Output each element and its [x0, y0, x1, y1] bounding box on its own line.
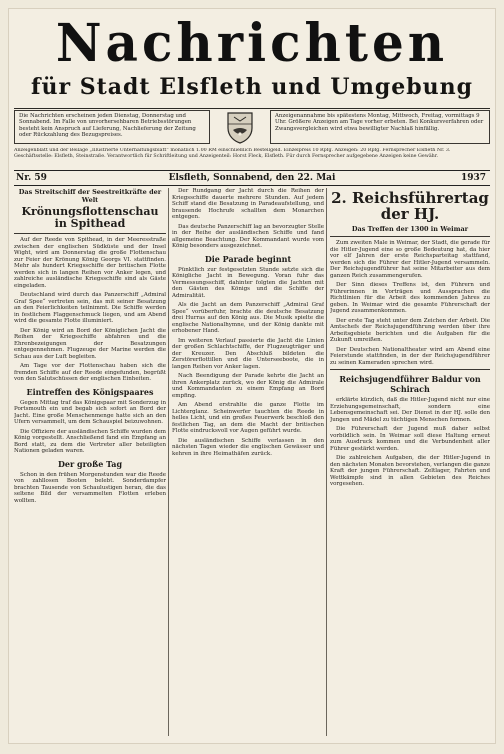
article-subhead: Eintreffen des Königspaares: [26, 386, 154, 397]
article-subline: Das Treffen der 1300 in Weimar: [351, 225, 469, 233]
article-paragraph: Auf der Reede von Spithead, in der Meeresstraße zwischen der englischen Südküste und der Insel Wight, wird am Donnerstag die große Flottenschau zur Feier der Krönung König Georgs VI. stattfinden. Mehr als hundert Kriegsschiffe der britischen Flotte werden sich in langen Reihen vor Anker legen, und zahlreiche ausländische Kriegsschiffe sind als Gäste eingeladen.: [14, 237, 166, 289]
article-paragraph: Das deutsche Panzerschiff lag an bevorzugter Stelle in der Reihe der ausländischen Schiffe und fand allgemeine Beachtung. Der Kommandant wurde vom König besonders ausgezeichnet.: [172, 223, 324, 249]
article-subhead: Reichsjugendführer Baldur von Schirach: [339, 374, 481, 394]
headline-rule: [330, 236, 490, 237]
town-crest-icon: [220, 110, 260, 144]
masthead-rule: [14, 108, 490, 109]
article-paragraph: Die Offiziere der ausländischen Schiffe wurden dem König vorgestellt. Anschließend fand ein Empfang an Bord statt, zu dem die Vertreter aller beteiligten Nationen geladen waren.: [14, 428, 166, 454]
issue-number: Nr. 59: [16, 173, 47, 183]
newspaper-page: [8, 8, 496, 744]
masthead-subtitle: für Stadt Elsfleth und Umgebung: [31, 74, 473, 100]
article-paragraph: Die ausländischen Schiffe verlassen in den nächsten Tagen wieder die englischen Gewässer und kehren in ihre Heimathäfen zurück.: [172, 437, 324, 457]
article-paragraph: Deutschland wird durch das Panzerschiff „Admiral Graf Spee“ vertreten sein, das mit seiner Besatzung an den Feierlichkeiten teilnimmt. Die Schiffe werden in festlichem Flaggenschmuck liegen, und am Abend wird die gesamte Flotte illuminiert.: [14, 292, 166, 324]
subscription-info: Die Nachrichten erscheinen jeden Dienstag, Donnerstag und Sonnabend. Im Falle von unvorhersehbaren Betriebsstörungen besteht kein Anspruch auf Lieferung, Nachlieferung der Zeitung oder Rückzahlung des Bezugspreises.: [14, 110, 210, 144]
article-paragraph: Am Abend erstrahlte die ganze Flotte im Lichterglanz. Scheinwerfer tauchten die Reede in helles Licht, und ein großes Feuerwerk beschloß den festlichen Tag, an dem die Macht der britischen Flotte eindrucksvoll vor Augen geführt wurde.: [172, 402, 324, 434]
article-hj-leaders: [330, 188, 490, 736]
masthead: [14, 11, 490, 106]
article-subhead: Der große Tag: [57, 458, 123, 469]
publisher-meta: Anzeigenblatt und der Beilage „Illustrierte Unterhaltungsblatt“ monatlich 1.00 RM einschließlich Bestellgeld. Einzelpreis 10 Rpfg. Anzeigen: 20 Rpfg. Fernsprecher Elsfleth Nr. 3. Geschäftsstelle: Elsfleth, Steinstraße. Verantwortlich für Schriftleitung und Anzeigenteil: Horst Fleck, Elsfleth. Für durch Fernsprecher aufgegebene Anzeigen keine Gewähr.: [14, 148, 451, 159]
article-paragraph: erklärte kürzlich, daß die Hitler-Jugend nicht nur eine Erziehungsgemeinschaft, sondern eine Lebensgemeinschaft sei. Der Dienst in der HJ. solle den Jungen und Mädel zu tüchtigen Menschen formen.: [330, 397, 490, 423]
section-rule: [330, 369, 490, 370]
info-row: [14, 110, 490, 144]
article-paragraph: Der erste Tag steht unter dem Zeichen der Arbeit. Die Amtschefs der Reichsjugendführung werden über ihre Arbeitsgebiete berichten und die Aufgaben für die Zukunft umreißen.: [330, 317, 490, 343]
article-paragraph: Zum zweiten Male in Weimar, der Stadt, die gerade für die Hitler-Jugend eine so große Bedeutung hat, da hier vor elf Jahren der erste Reichsparteitag stattfand, werden sich die Führer der Hitler-Jugend versammeln. Der Reichsjugendführer hat seine Mitarbeiter aus dem ganzen Reich zusammengerufen.: [330, 240, 490, 279]
article-paragraph: Pünktlich zur festgesetzten Stunde setzte sich die Königliche Jacht in Bewegung. Voran fuhr das Vermessungsschiff, dahinter folgten die Jachten mit den Gästen des Königs und die Schiffe der Admiralität.: [172, 266, 324, 299]
article-paragraph: Die Führerschaft der Jugend muß daher selbst vorbildlich sein. In Weimar soll diese Haltung erneut zum Ausdruck kommen und die Verbundenheit aller Führer gestärkt werden.: [330, 426, 490, 452]
article-subhead: Die Parade beginnt: [204, 253, 292, 264]
article-paragraph: Die zahlreichen Aufgaben, die der Hitler-Jugend in den nächsten Monaten bevorstehen, verlangen die ganze Kraft der jungen Führerschaft. Zeltlager, Fahrten und Wettkämpfe sind in allen Gebieten des Reiches vorgesehen.: [330, 455, 490, 487]
article-kicker: Das Streitschiff der Seestreitkräfte der Welt: [18, 188, 162, 204]
advertising-info: Anzeigenannahme bis spätestens Montag, Mittwoch, Freitag, vormittags 9 Uhr. Größere Anzeigen am Tage vorher erbeten. Bei Konkursverfahren oder Zwangsvergleichen wird etwa bewilligter Nachlaß hinfällig.: [270, 110, 490, 144]
article-paragraph: Der Sinn dieses Treffens ist, den Führern und Führerinnen in Vorträgen und Aussprachen die Richtlinien für die Arbeit des kommenden Jahres zu geben. In Weimar wird die gesamte Führerschaft der Jugend zusammenkommen.: [330, 282, 490, 314]
column-divider: [168, 188, 169, 736]
dateline: [14, 170, 490, 186]
article-paragraph: Gegen Mittag traf das Königspaar mit Sonderzug in Portsmouth ein und begab sich sofort an Bord der Jacht. Eine große Menschenmenge hatte sich an den Ufern versammelt, um dem Schauspiel beizuwohnen.: [14, 399, 166, 425]
article-paragraph: Als die Jacht an dem Panzerschiff „Admiral Graf Spee“ vorüberfuhr, brachte die deutsche Besatzung drei Hurras auf den König aus. Die Musik spielte die englische Nationalhymne, und der König dankte mit erhobener Hand.: [172, 302, 324, 334]
article-paragraph: Schon in den frühen Morgenstunden war die Reede von zahllosen Booten belebt. Sonderdampfer brachten Tausende von Schaulustigen heran, die das seltene Bild der versammelten Flotten erleben wollten.: [14, 471, 166, 504]
article-paragraph: Nach Beendigung der Parade kehrte die Jacht an ihren Ankerplatz zurück, wo der König die Admirale und Kommandanten zu einem Empfang an Bord empfing.: [172, 373, 324, 399]
headline-rule: [14, 233, 166, 234]
article-fleet-review: [14, 188, 166, 736]
column-divider: [326, 188, 327, 736]
issue-year: 1937: [460, 173, 486, 183]
place-date: Elsfleth, Sonnabend, den 22. Mai: [168, 173, 336, 183]
article-paragraph: Der Deutschen Nationaltheater wird am Abend eine Feierstunde stattfinden, in der der Reichsjugendführer zu seinen Kameraden sprechen wird.: [330, 346, 490, 366]
article-headline: Krönungsflottenschau in Spithead: [21, 205, 159, 230]
article-paragraph: Im weiteren Verlauf passierte die Jacht die Linien der großen Schlachtschiffe, der Flugzeugträger und der Kreuzer. Den Abschluß bildeten die Zerstörerflottillen und die Unterseeboote, die in langen Reihen vor Anker lagen.: [172, 337, 324, 370]
masthead-title: Nachrichten: [55, 11, 449, 74]
article-fleet-review-continued: [172, 188, 324, 736]
article-paragraph: Der Rundgang der Jacht durch die Reihen der Kriegsschiffe dauerte mehrere Stunden. Auf jedem Schiff stand die Besatzung in Paradeaufstellung, und brausende Hochrufe schallten dem Monarchen entgegen.: [172, 188, 324, 220]
article-headline: 2. Reichsführertag der HJ.: [331, 189, 489, 223]
article-paragraph: Der König wird an Bord der Königlichen Jacht die Reihen der Kriegsschiffe abfahren und die Ehrenbezeigungen der Besatzungen entgegennehmen. Flugzeuge der Marine werden die Schau aus der Luft begleiten.: [14, 327, 166, 360]
article-paragraph: Am Tage vor der Flottenschau haben sich die fremden Schiffe auf der Reede eingefunden, begrüßt von den Salutschüssen der englischen Einheiten.: [14, 363, 166, 382]
